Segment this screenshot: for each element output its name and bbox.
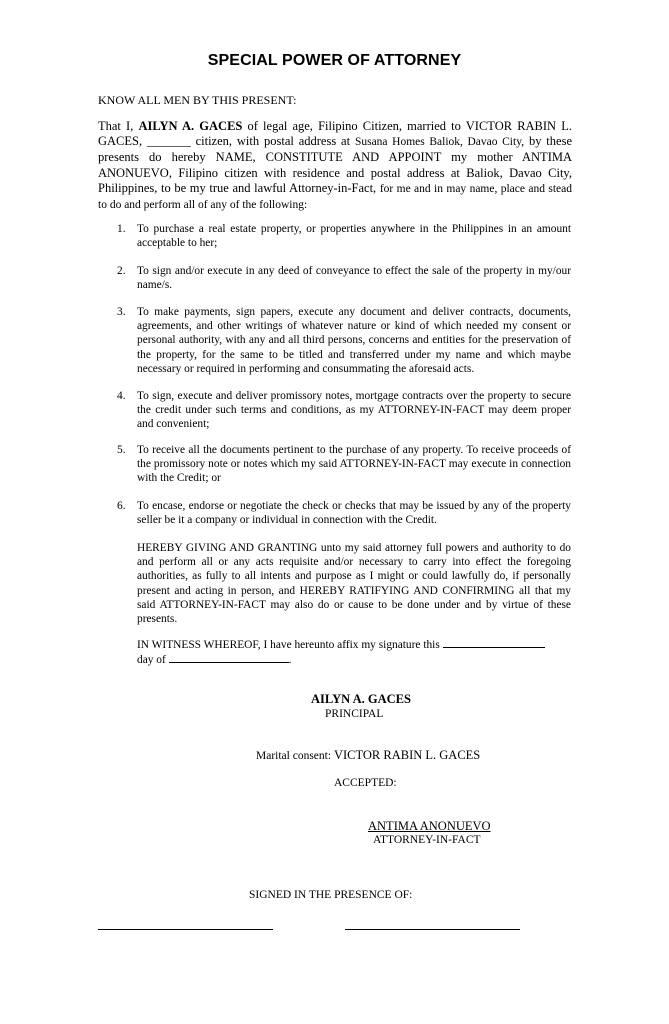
intro-part1: of legal age, Filipino Citizen, married to VICTOR RABIN L. GACES, _______ citizen, with postal address at <box>98 119 572 149</box>
date-blank-line <box>443 637 545 648</box>
intro-part3: for me and in may name, place and stead to do and perform all of any of the following: <box>98 182 572 212</box>
list-item-text: To encase, endorse or negotiate the check or checks that may be issued by any of the property seller be it a company or individual in connection with the Credit. <box>137 500 571 527</box>
intro-address: Susana Homes Baliok, Davao City, <box>354 136 525 149</box>
list-item-number: 4. <box>117 390 126 402</box>
list-item-text: To sign, execute and deliver promissory notes, mortgage contracts over the property to secure the credit under such terms and conditions, as my ATTORNEY-IN-FACT may deem proper and convenient; <box>137 390 571 431</box>
intro-that-i: That I, <box>98 119 139 133</box>
witness-signature-line-right <box>345 929 520 930</box>
know-all-men-heading: KNOW ALL MEN BY THIS PRESENT: <box>98 93 297 107</box>
witness-text-2: day of <box>137 654 166 667</box>
document-title: SPECIAL POWER OF ATTORNEY <box>207 52 462 69</box>
list-item-number: 6. <box>117 500 126 512</box>
accepted-label: ACCEPTED: <box>334 777 397 789</box>
marital-consent-name: VICTOR RABIN L. GACES <box>333 748 481 762</box>
list-item-text: To receive all the documents pertinent to the purchase of any property. To receive proceeds of the promissory note or notes which my said ATTORNEY-IN-FACT may execute in connection with the Credit; or <box>137 444 571 485</box>
marital-consent-label: Marital consent: <box>256 750 334 762</box>
marital-consent <box>256 748 480 763</box>
list-item-text: To purchase a real estate property, or properties anywhere in the Philippines in an amount acceptable to her; <box>137 223 571 250</box>
intro-part2: by these presents do hereby NAME, CONSTITUTE AND APPOINT my mother ANTIMA ANONUEVO, Filipino citizen with residence and postal address at Baliok, Davao City, Philippines, to be my true and lawful Attorney-in-Fact, <box>98 134 572 195</box>
witness-signature-line-left <box>98 929 273 930</box>
principal-name-inline: AILYN A. GACES <box>138 119 243 133</box>
list-item-number: 2. <box>117 265 126 277</box>
list-item-text: To make payments, sign papers, execute any document and deliver contracts, documents, agreements, and other writings of whatever nature or kind of which needed my consent or personal authority, with any and all third persons, concerns and entities for the preservation of the property, for the same to be titled and transferred under my name and which maybe necessary or required in performing and consummating the aforesaid acts. <box>137 306 571 375</box>
attorney-signature-role: ATTORNEY-IN-FACT <box>373 834 481 846</box>
witness-period: . <box>288 654 292 667</box>
list-item-number: 3. <box>117 306 126 318</box>
principal-signature-role: PRINCIPAL <box>325 708 384 720</box>
signed-presence-label: SIGNED IN THE PRESENCE OF: <box>249 889 413 901</box>
principal-signature-name: AILYN A. GACES <box>311 692 411 706</box>
list-item-number: 5. <box>117 444 126 456</box>
intro-paragraph <box>98 119 572 213</box>
month-blank-line <box>169 652 289 663</box>
list-item-text: To sign and/or execute in any deed of conveyance to effect the sale of the property in my/our name/s. <box>137 265 571 292</box>
list-item-number: 1. <box>117 223 126 235</box>
witness-text-1: IN WITNESS WHEREOF, I have hereunto affix my signature this <box>137 639 440 651</box>
granting-paragraph: HEREBY GIVING AND GRANTING unto my said attorney full powers and authority to do and perform all or any acts requisite and/or necessary to carry into effect the foregoing authorities, as fully to all intents and purpose as I might or could lawfully do, if personally present and acting in person, and HEREBY RATIFYING AND CONFIRMING all that my said ATTORNEY-IN-FACT may also do or cause to be done under and by virtue of these presents. <box>137 542 571 626</box>
witness-paragraph <box>137 637 571 667</box>
attorney-signature-name: ANTIMA ANONUEVO <box>368 819 491 833</box>
